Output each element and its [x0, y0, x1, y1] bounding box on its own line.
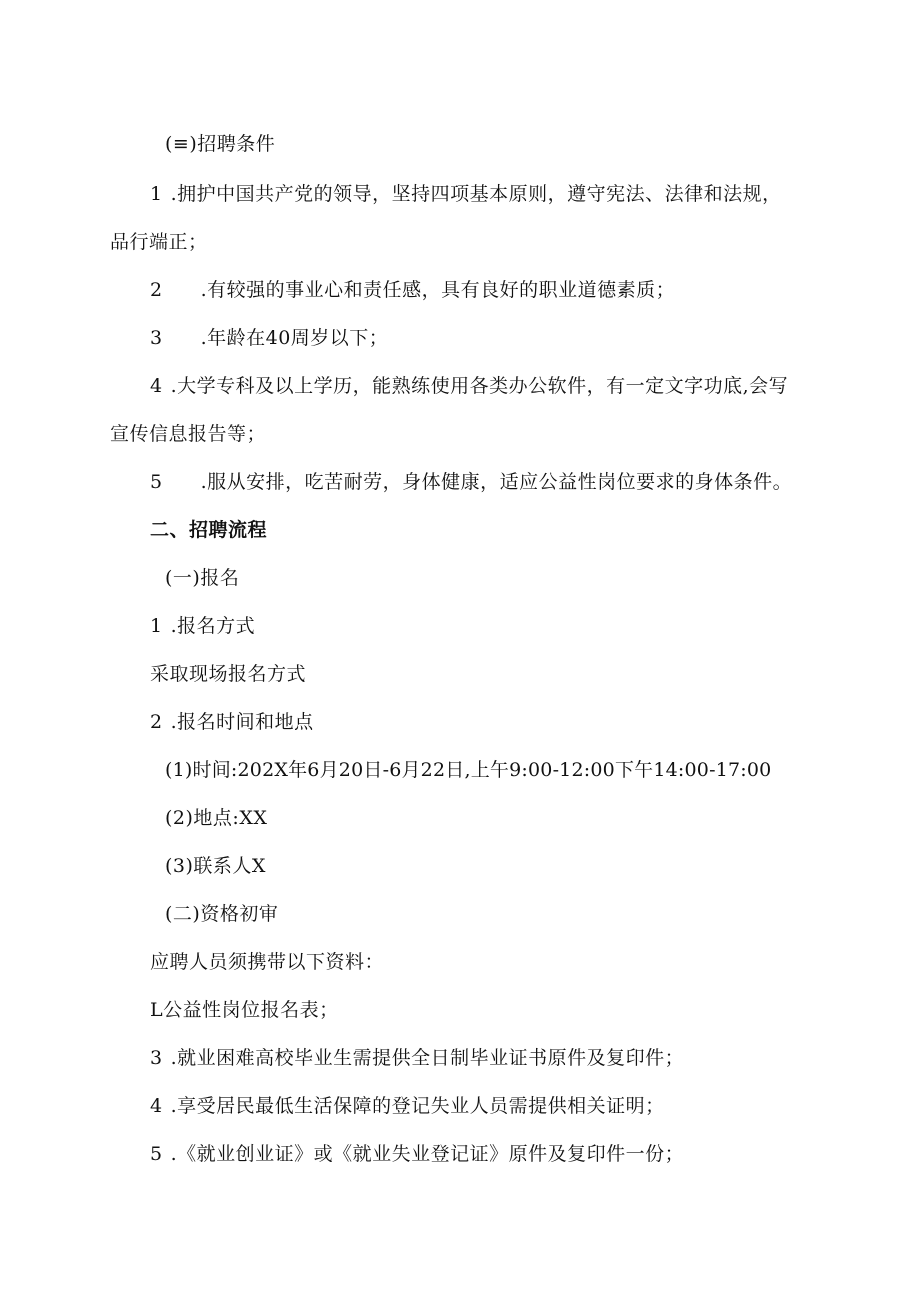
condition-5-number: 5	[150, 471, 163, 493]
condition-4-number: 4	[150, 375, 163, 397]
material-5-number: 5	[150, 1143, 163, 1165]
registration-time-place	[150, 710, 314, 734]
material-item-L: L公益性岗位报名表；	[150, 999, 339, 1021]
registration-method-number: 1	[150, 615, 163, 637]
materials-intro: 应聘人员须携带以下资料：	[150, 951, 385, 973]
condition-3	[150, 326, 388, 350]
condition-1-text: .拥护中国共产党的领导，坚持四项基本原则，遵守宪法、法律和法规，	[170, 183, 782, 205]
registration-contact-line: (3)联系人X	[165, 855, 266, 877]
material-4-text: .享受居民最低生活保障的登记失业人员需提供相关证明；	[170, 1095, 665, 1117]
condition-5	[150, 470, 792, 494]
condition-2-text: .有较强的事业心和责任感，具有良好的职业道德素质；	[200, 279, 676, 301]
condition-3-text: .年龄在40周岁以下；	[200, 327, 389, 349]
section-heading-conditions: (≡)招聘条件	[165, 133, 276, 155]
material-3-number: 3	[150, 1047, 163, 1069]
part-heading-process: 二、招聘流程	[150, 519, 268, 541]
condition-2	[150, 278, 675, 302]
condition-1	[150, 182, 782, 206]
condition-1-number: 1	[150, 183, 163, 205]
registration-place-line: (2)地点:XX	[165, 807, 268, 829]
material-3-text: .就业困难高校毕业生需提供全日制毕业证书原件及复印件；	[170, 1047, 685, 1069]
material-5-text: .《就业创业证》或《就业失业登记证》原件及复印件一份；	[170, 1143, 685, 1165]
condition-4-continued: 宣传信息报告等；	[110, 423, 267, 445]
condition-2-number: 2	[150, 279, 163, 301]
registration-time-place-number: 2	[150, 711, 163, 733]
condition-5-text: .服从安排，吃苦耐劳，身体健康，适应公益性岗位要求的身体条件。	[200, 471, 793, 493]
material-item-4	[150, 1094, 665, 1118]
condition-4	[150, 374, 788, 398]
subsection-heading-qualification: (二)资格初审	[165, 903, 279, 925]
subsection-heading-registration: (一)报名	[165, 567, 240, 589]
material-4-number: 4	[150, 1095, 163, 1117]
condition-4-text: .大学专科及以上学历，能熟练使用各类办公软件，有一定文字功底,会写	[170, 375, 789, 397]
registration-method-value: 采取现场报名方式	[150, 663, 307, 685]
material-item-5	[150, 1142, 684, 1166]
material-item-3	[150, 1046, 684, 1070]
registration-method	[150, 614, 255, 638]
condition-1-continued: 品行端正；	[110, 231, 208, 253]
registration-time-line: (1)时间:202X年6月20日-6月22日,上午9:00-12:00下午14:00-17:00	[165, 759, 772, 781]
registration-method-label: .报名方式	[170, 615, 256, 637]
condition-3-number: 3	[150, 327, 163, 349]
registration-time-place-label: .报名时间和地点	[170, 711, 314, 733]
